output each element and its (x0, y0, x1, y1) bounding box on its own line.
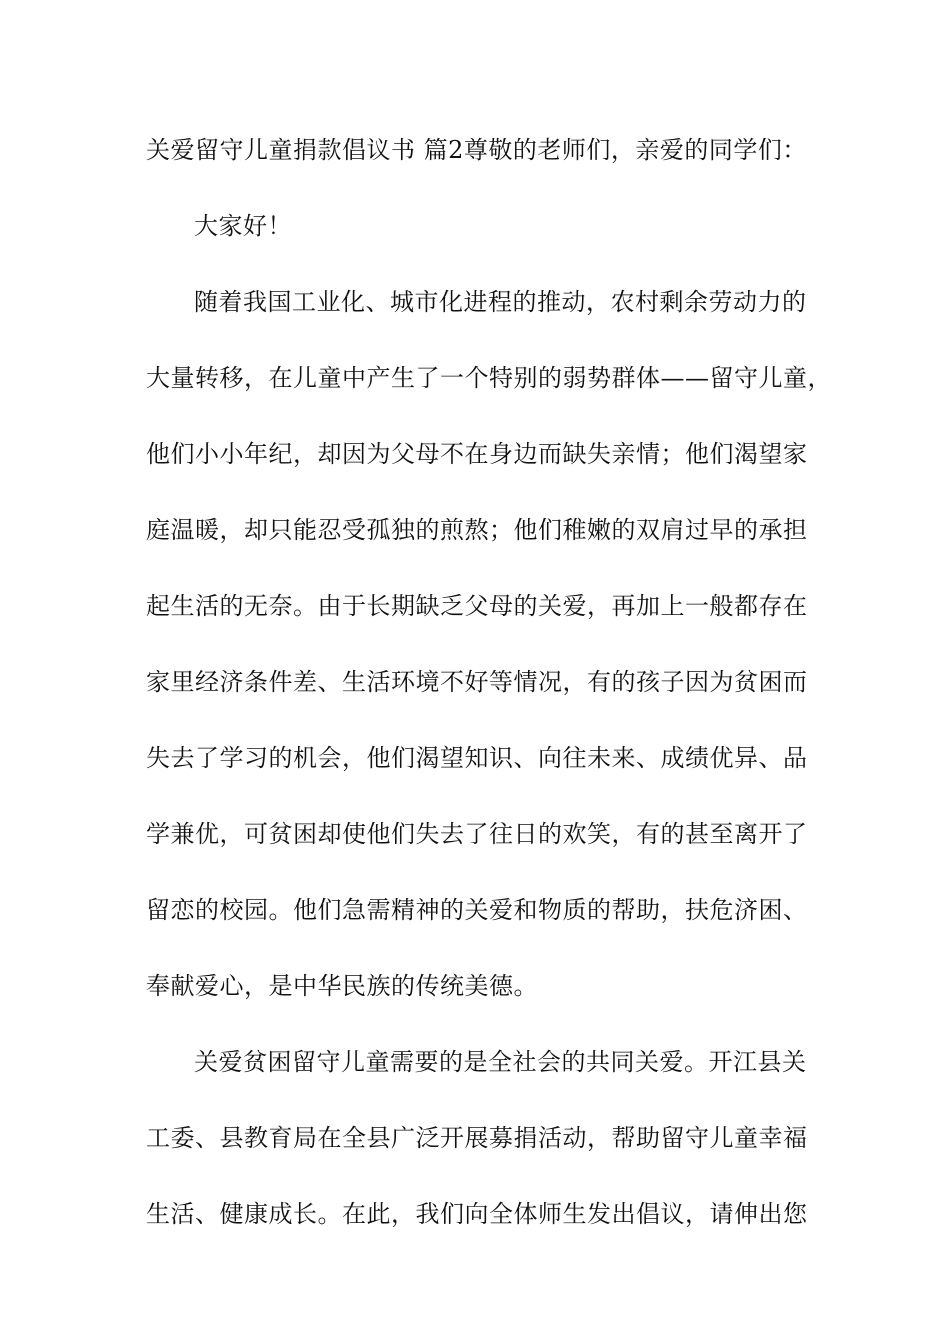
paragraph-line: 工委、县教育局在全县广泛开展募捐活动，帮助留守儿童幸福 (146, 1124, 808, 1152)
paragraph-line: 关爱贫困留守儿童需要的是全社会的共同关爱。开江县关 (194, 1048, 807, 1076)
paragraph-line: 起生活的无奈。由于长期缺乏父母的关爱，再加上一般都存在 (146, 592, 808, 620)
title-line: 关爱留守儿童捐款倡议书 篇2尊敬的老师们，亲爱的同学们： (146, 136, 807, 164)
paragraph-line: 大量转移，在儿童中产生了一个特别的弱势群体——留守儿童， (146, 364, 832, 392)
paragraph-line: 庭温暖，却只能忍受孤独的煎熬；他们稚嫩的双肩过早的承担 (146, 516, 808, 544)
paragraph-line: 随着我国工业化、城市化进程的推动，农村剩余劳动力的 (194, 288, 807, 316)
paragraph-line: 他们小小年纪，却因为父母不在身边而缺失亲情；他们渴望家 (146, 440, 808, 468)
paragraph-line: 生活、健康成长。在此，我们向全体师生发出倡议，请伸出您 (146, 1200, 808, 1228)
paragraph-line: 奉献爱心，是中华民族的传统美德。 (146, 972, 538, 1000)
paragraph-line: 学兼优，可贫困却使他们失去了往日的欢笑，有的甚至离开了 (146, 820, 808, 848)
greeting-line: 大家好！ (194, 212, 292, 240)
paragraph-line: 留恋的校园。他们急需精神的关爱和物质的帮助，扶危济困、 (146, 896, 808, 924)
paragraph-line: 家里经济条件差、生活环境不好等情况，有的孩子因为贫困而 (146, 668, 808, 696)
paragraph-line: 失去了学习的机会，他们渴望知识、向往未来、成绩优异、品 (146, 744, 808, 772)
